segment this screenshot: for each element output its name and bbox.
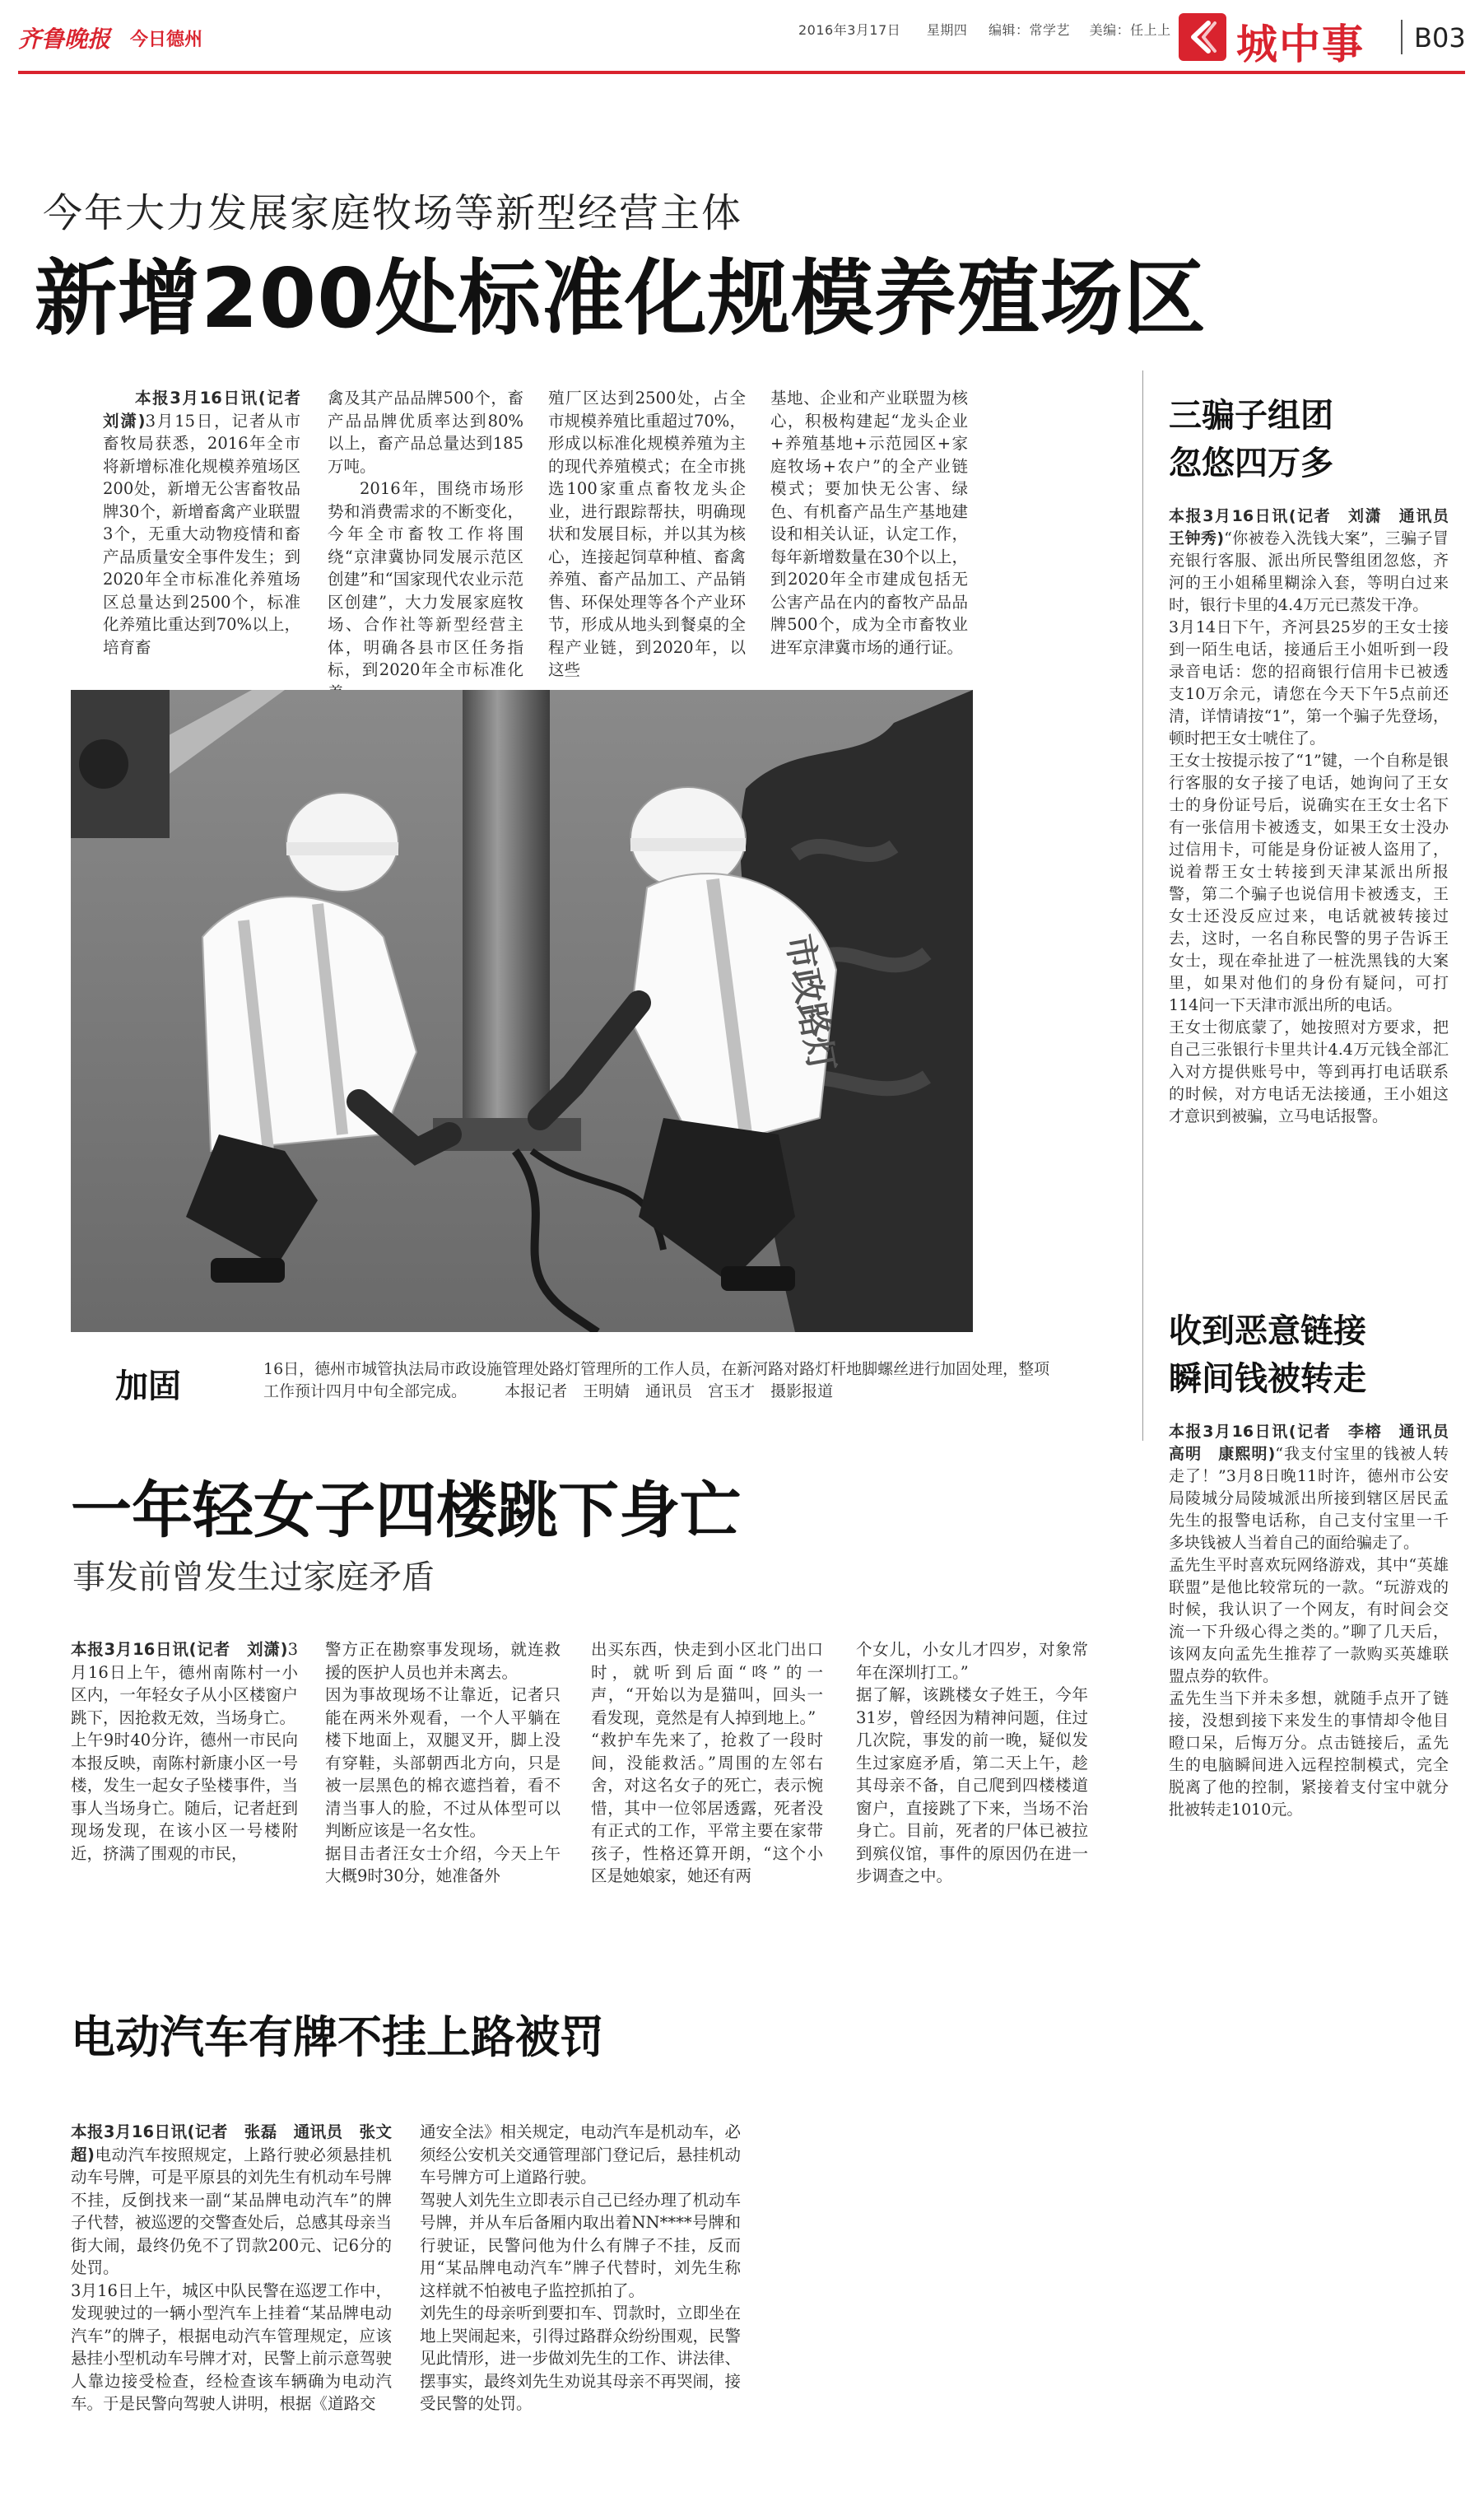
story3-col1-text: 电动汽车按照规定，上路行驶必须悬挂机动车号牌，可是平原县的刘先生有机动车号牌不挂，反倒找来一副“某品牌电动汽车”的牌子代替，被巡逻的交警查处后，总感其母亲当街大闹，最终仍免不了罚款200元、记6分的处罚。 3月16日上午，城区中队民警在巡逻工作中，发现驶过的一辆小型汽车上挂着“某品牌电动汽车”的牌子，根据电动汽车管理规定，应该悬挂小型机动车号牌才对，民警上前示意驾驶人靠边接受检查，经检查该车辆确为电动汽车。于是民警向驾驶人讲明，根据《道路交 bbox=[71, 2145, 393, 2413]
section-tag: 今日德州 bbox=[130, 30, 203, 50]
side1-headline-line1: 三骗子组团 bbox=[1169, 397, 1333, 435]
side1-byline: 本报3月16日讯(记者 刘潇 通讯员 王钟秀) bbox=[1169, 507, 1465, 547]
issue-info bbox=[798, 20, 1171, 39]
story1-byline: 本报3月16日讯(记者 刘潇) bbox=[103, 389, 317, 431]
header-rule bbox=[18, 71, 1465, 74]
side2-headline-line2: 瞬间钱被转走 bbox=[1169, 1360, 1366, 1398]
side2-byline: 本报3月16日讯(记者 李榕 通讯员 高明 康熙明) bbox=[1169, 1423, 1465, 1463]
sidebar-divider bbox=[1142, 370, 1143, 1441]
story2-col1-text: 3月16日上午，德州南陈村一小区内，一年轻女子从小区楼窗户跳下，因抢救无效，当场身亡。 上午9时40分许，德州一市民向本报反映，南陈村新康小区一号楼，发生一起女子坠楼事件，当事人当场身亡。随后，记者赶到现场发现，在该小区一号楼附近，挤满了围观的市民， bbox=[71, 1640, 298, 1863]
page-number: B03 bbox=[1414, 22, 1466, 54]
side1-body bbox=[1169, 505, 1465, 1128]
side2-text: “我支付宝里的钱被人转走了！”3月8日晚11时许，德州市公安局陵城分局陵城派出所接到辖区居民孟先生的报警电话称，自己支付宝里一千多块钱被人当着自己的面给骗走了。 孟先生平时喜欢玩网络游戏，其中“英雄联盟”是他比较常玩的一款。“玩游戏的时候，我认识了一个网友，有时间会交流一下升级心得之类的。”聊了几天后，该网友向孟先生推荐了一款购买英雄联盟点券的软件。 孟先生当下并未多想，就随手点开了链接，没想到接下来发生的事情却令他目瞪口呆，后悔万分。点击链接后，孟先生的电脑瞬间进入远程控制模式，完全脱离了他的控制，紧接着支付宝中就分批被转走1010元。 bbox=[1169, 1445, 1449, 1819]
story1-col2b-text: 2016年，围绕市场形势和消费需求的不断变化，今年全市畜牧工作将围绕“京津冀协同发展示范区创建”和“国家现代农业示范区创建”，大力发展家庭牧场、合作社等新型经营主体，明确各县市区任务指标，到2020年全市标准化 bbox=[328, 479, 523, 679]
story1-col-2 bbox=[328, 387, 523, 704]
column-logo-icon bbox=[1179, 13, 1226, 61]
story1-col-3 bbox=[548, 387, 746, 682]
photo-credit: 本报记者 王明婧 通讯员 宫玉才 摄影报道 bbox=[505, 1382, 834, 1400]
story3-col-1 bbox=[71, 2121, 392, 2415]
column-title: 城中事 bbox=[1236, 21, 1365, 68]
story2-col-1 bbox=[71, 1638, 298, 1865]
masthead: 齐鲁晚报 bbox=[18, 26, 111, 53]
story3-col-2: 通安全法》相关规定，电动汽车是机动车，必须经公安机关交通管理部门登记后，悬挂机动车号牌方可上道路行驶。 驾驶人刘先生立即表示自己已经办理了机动车号牌，并从车后备厢内取出着NN****号牌和行驶证，民警问他为什么有牌子不挂，反而用“某品牌电动汽车”牌子代替时，刘先生称这样就不怕被电子监控抓拍了。 刘先生的母亲听到要扣车、罚款时，立即坐在地上哭闹起来，引得过路群众纷纷围观，民警见此情形，进一步做刘先生的工作、讲法律、摆事实，最终刘先生劝说其母亲不再哭闹，接受民警的处罚。 bbox=[420, 2122, 742, 2413]
story3-headline: 电动汽车有牌不挂上路被罚 bbox=[71, 2011, 604, 2063]
story1-col-4 bbox=[770, 387, 968, 659]
story2-col-4: 个女儿，小女儿才四岁，对象常年在深圳打工。” 据了解，该跳楼女子姓王，今年31岁，曾经因为精神问题，住过几次院，事发的前一晚，疑似发生过家庭矛盾，第二天上午，趁其母亲不备，自己爬到四楼楼道窗户，直接跳了下来，当场不治身亡。目前，死者的尸体已被拉到殡仪馆，事件的原因仍在进一步调查之中。 bbox=[856, 1640, 1088, 1885]
photo-tag: 加固 bbox=[115, 1367, 181, 1405]
story2-byline: 本报3月16日讯(记者 刘潇) bbox=[71, 1640, 288, 1659]
side1-headline-line2: 忽悠四万多 bbox=[1169, 445, 1333, 482]
photo-caption bbox=[263, 1358, 1052, 1403]
story2-headline: 一年轻女子四楼跳下身亡 bbox=[71, 1475, 741, 1546]
vest-text: 市政路灯 bbox=[779, 931, 843, 1075]
issue-editor: 编辑：常学艺 bbox=[988, 22, 1070, 38]
side2-headline bbox=[1169, 1307, 1366, 1403]
side1-headline bbox=[1169, 392, 1333, 487]
story1-col1-text: 3月15日，记者从市畜牧局获悉，2016年全市将新增标准化规模养殖场区200处，新增无公害畜牧品牌30个，新增畜禽产业联盟3个，无重大动物疫情和畜产品质量安全事件发生；到2020年全市标准化养殖场区总量达到2500个，标准化养殖比重达到70%以上，培育畜 bbox=[103, 411, 300, 657]
news-photo bbox=[71, 690, 973, 1332]
side1-text: “你被卷入洗钱大案”，三骗子冒充银行客服、派出所民警组团忽悠，齐河的王小姐稀里糊涂入套，等明白过来时，银行卡里的4.4万元已蒸发干净。 3月14日下午，齐河县25岁的王女士接到一陌生电话，接通后王小姐听到一段录音电话：您的招商银行信用卡已被透支10万余元，请您在今天下午5点前还清，详情请按“1”，第一个骗子先登场，顿时把王女士唬住了。 王女士按提示按了“1”键，一个自称是银行客服的女子接了电话，她询问了王女士的身份证号后，说确实在王女士名下有一张信用卡被透支，如果王女士没办过信用卡，可能是身份证被人盗用了，说着帮王女士转接到天津某派出所报警，第二个骗子也说信用卡被透支，王女士还没反应过来，电话就被转接过去，这时，一名自称民警的男子告诉王女士，现在牵扯进了一桩洗黑钱的大案里，如果对他们的身份有疑问，可打114问一下天津市派出所的电话。 王女士彻底蒙了，她按照对方要求，把自己三张银行卡里共计4.4万元钱全部汇入对方提供账号中，等到再打电话联系的时候，对方电话无法接通，王小姐这才意识到被骗，立马电话报警。 bbox=[1169, 529, 1449, 1125]
side2-body bbox=[1169, 1421, 1465, 1821]
issue-date: 2016年3月17日 bbox=[798, 22, 901, 38]
story1-headline: 新增200处标准化规模养殖场区 bbox=[35, 250, 1207, 347]
issue-weekday: 星期四 bbox=[926, 22, 968, 38]
issue-designer: 美编：任上上 bbox=[1089, 22, 1171, 38]
photo-caption-text: 16日，德州市城管执法局市政设施管理处路灯管理所的工作人员，在新河路对路灯杆地脚螺丝进行加固处理，整项工作预计四月中旬全部完成。 bbox=[263, 1360, 1050, 1400]
story2-subhead: 事发前曾发生过家庭矛盾 bbox=[72, 1558, 435, 1596]
header-divider bbox=[1401, 20, 1403, 54]
story1-col4-text: 基地、企业和产业联盟为核心，积极构建起“龙头企业+养殖基地+示范园区+家庭牧场+农户”的全产业链模式；要加快无公害、绿色、有机畜产品生产基地建设和相关认证，认定工作，每年新增数量在30个以上，到2020年全市建成包括无公害产品在内的畜牧产品品牌500个，成为全市畜牧业进军京津冀市场的通行证。 bbox=[770, 389, 968, 657]
story1-col-1 bbox=[103, 387, 317, 659]
story2-col-2: 警方正在勘察事发现场，就连救援的医护人员也并未离去。 因为事故现场不让靠近，记者只能在两米外观看，一个人平躺在楼下地面上，双腿叉开，脚上没有穿鞋，头部朝西北方向，只是被一层黑色的棉衣遮挡着，看不清当事人的脸，不过从体型可以判断应该是一名女性。 据目击者汪女士介绍，今天上午大概9时30分，她准备外 bbox=[325, 1640, 561, 1885]
side2-headline-line1: 收到恶意链接 bbox=[1169, 1312, 1366, 1350]
story2-col-3: 出买东西，快走到小区北门出口时，就听到后面“咚”的一声，“开始以为是猫叫，回头一看发现，竟然是有人掉到地上。” “救护车先来了，抢救了一段时间，没能救活。”周围的左邻右舍，对这名女子的死亡，表示惋惜，其中一位邻居透露，死者没有正式的工作，平常主要在家带孩子，性格还算开朗，“这个小区是她娘家，她还有两 bbox=[591, 1640, 823, 1885]
story1-col3-text: 殖厂区达到2500处，占全市规模养殖比重超过70%，形成以标准化规模养殖为主的现代养殖模式；在全市挑选100家重点畜牧龙头企业，进行跟踪帮扶，明确现状和发展目标，并以其为核心，连接起饲草种植、畜禽养殖、畜产品加工、产品销售、环保处理等各个产业环节，形成从地头到餐桌的全程产业链，到2020年，以这些 bbox=[548, 389, 746, 679]
story3-byline: 本报3月16日讯(记者 张磊 通讯员 张文超) bbox=[71, 2122, 392, 2164]
story1-kicker: 今年大力发展家庭牧场等新型经营主体 bbox=[43, 190, 743, 236]
story1-col2-text: 禽及其产品品牌500个，畜产品品牌优质率达到80%以上，畜产品总量达到185万吨。 bbox=[328, 389, 523, 476]
